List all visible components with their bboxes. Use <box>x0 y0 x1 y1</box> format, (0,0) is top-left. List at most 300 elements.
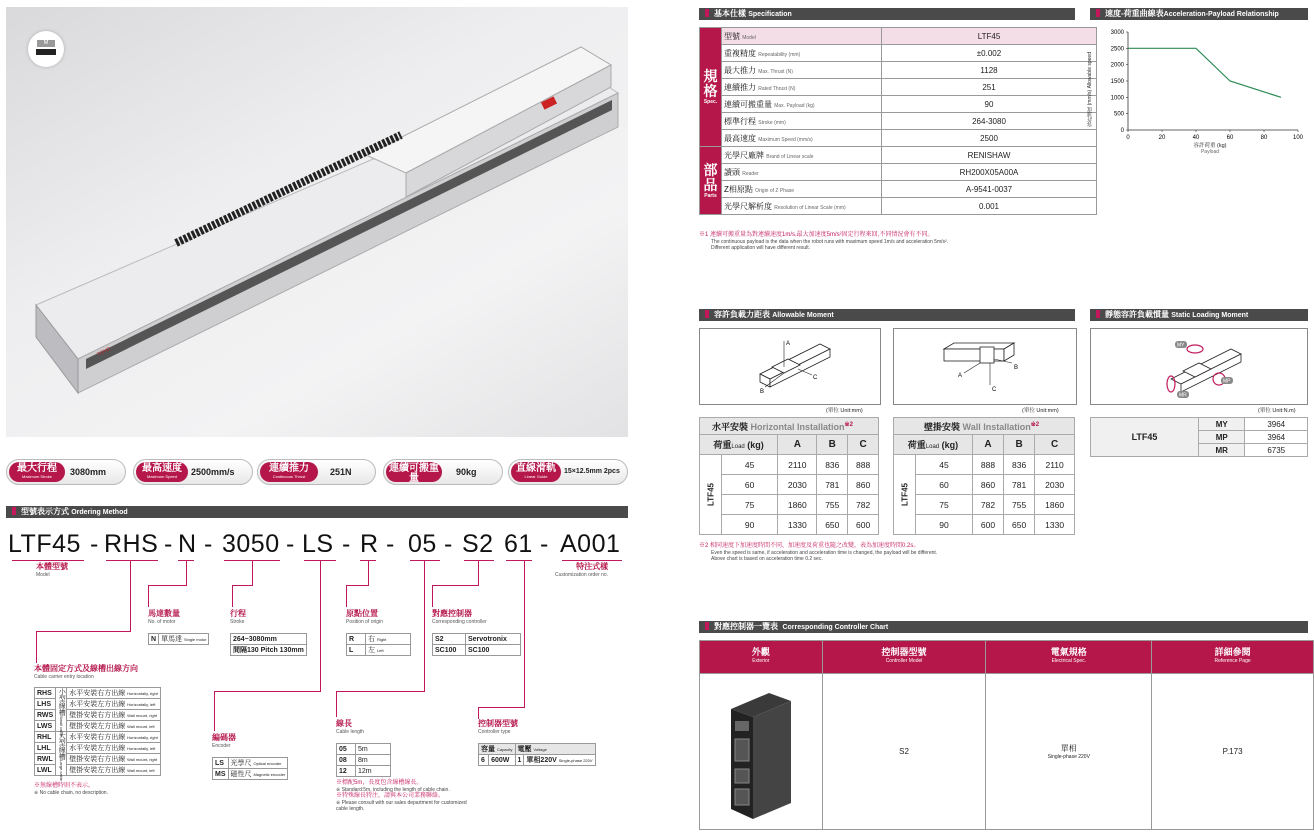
moment-c: 860 <box>848 475 879 495</box>
encoder-label-en: Encoder <box>212 743 231 749</box>
motor-desc-en: Single motor <box>184 637 207 642</box>
static-key: MR <box>1199 444 1245 457</box>
spec-row-label: Z相原點 <box>724 184 753 194</box>
parts-group-en: Parts <box>704 192 717 199</box>
cchart-head: 控制器型號 <box>881 647 927 657</box>
cchart-title-en: Corresponding Controller Chart <box>782 624 889 631</box>
encoder-label: 編碼器 <box>212 733 236 742</box>
encoder-block <box>212 732 288 780</box>
cable-length-block <box>336 718 476 812</box>
load-head-en: Load <box>925 444 940 450</box>
moment-a: 888 <box>972 455 1003 475</box>
pill-value: 3080mm <box>70 467 107 477</box>
dir-desc: 壁掛安裝右方出線 <box>69 756 126 763</box>
series-line-ltf45 <box>1128 48 1281 97</box>
spec-row-label-en: Model <box>742 34 756 41</box>
cable-dir-note-en: ※ No cable chain, no description. <box>34 790 108 796</box>
load-unit: (kg) <box>941 440 959 450</box>
brand-label: TOYO <box>96 346 112 358</box>
curve-title-en: Acceleration-Payload Relationship <box>1163 11 1279 18</box>
w-model: LTF45 <box>894 455 916 535</box>
dir-desc-en: Horizontally, right <box>127 691 158 696</box>
moment-title-en: Allowable Moment <box>772 312 834 319</box>
spec-title-en: Specification <box>748 11 792 18</box>
spec-row-label: 光學尺解析度 <box>724 201 772 211</box>
small-cable-en: Small cable <box>59 716 65 737</box>
cable-len: 12m <box>356 766 391 777</box>
code-encoder: LS <box>302 530 334 558</box>
stroke-label: 行程 <box>230 609 246 618</box>
h-title: 水平安裝 <box>712 421 749 432</box>
capacity-head-en: Capacity <box>496 747 513 752</box>
dir-desc-en: Wall mount, left <box>127 724 155 729</box>
pill-label: 直線滑軌 <box>516 463 556 474</box>
cable-label: 線長 <box>336 719 352 728</box>
cable-dir-label: 本體固定方式及線槽出線方向 <box>34 664 138 673</box>
spec-row-value: A-9541-0037 <box>882 181 1097 198</box>
dir-code: RWL <box>35 754 56 765</box>
moment-b: 781 <box>817 475 848 495</box>
spec-row-value: RH200X05A00A <box>882 164 1097 181</box>
spec-row-label-en: Rated Thrust (N) <box>758 85 796 92</box>
cchart-spec: 單相 <box>1060 744 1077 753</box>
col-a: A <box>972 435 1003 455</box>
controller-code: SC100 <box>433 645 466 656</box>
spec-row-label-en: Reader <box>742 170 759 177</box>
h-mark: ※2 <box>844 421 853 428</box>
code-sep: - <box>286 530 295 558</box>
dir-desc-en: Horizontally, left <box>127 746 156 751</box>
ctrl-type-block <box>478 718 596 766</box>
ordering-title-en: Ordering Method <box>71 509 128 516</box>
pill-label: 連續推力 <box>269 463 309 474</box>
code-custom: A001 <box>560 530 621 558</box>
moment-a: 1330 <box>778 515 817 535</box>
x-tick-label: 40 <box>1192 135 1200 141</box>
y-tick-label: 2000 <box>1110 62 1124 69</box>
load-value: 75 <box>722 495 778 515</box>
moment-unit-h: (單位 Unit:mm) <box>826 408 863 414</box>
capacity-value: 600W <box>489 755 515 766</box>
spec-row-label-en: Maximum Speed (mm/s) <box>758 136 813 143</box>
y-tick-label: 1500 <box>1110 79 1124 85</box>
curve-ylabel-en: Allowable speed <box>1087 52 1093 89</box>
cable-note-2-en: ※ Please consult with our sales department for customized cable length. <box>336 800 467 812</box>
x-tick-label: 100 <box>1292 135 1304 141</box>
code-ctrl-type: 61 <box>504 530 533 558</box>
col-c: C <box>848 435 879 455</box>
custom-label-en: Customization order no. <box>555 572 609 578</box>
dir-desc-en: Wall mount, left <box>127 768 155 773</box>
moment-a: 600 <box>972 515 1003 535</box>
encoder-desc: 光學尺 <box>230 760 252 767</box>
load-value: 45 <box>722 455 778 475</box>
motor-block <box>148 608 209 645</box>
controller-label-en: Corresponding controller <box>432 619 487 625</box>
code-sep: - <box>540 530 549 558</box>
voltage-value-en: Single-phase 220V <box>558 758 593 763</box>
spec-row-value: RENISHAW <box>882 147 1097 164</box>
dir-code: LWS <box>35 721 56 732</box>
moment-b: 755 <box>1004 495 1035 515</box>
encoder-desc: 磁性尺 <box>230 771 252 778</box>
cchart-model: S2 <box>822 674 986 830</box>
dir-desc: 水平安裝左方出線 <box>69 745 126 752</box>
encoder-code: MS <box>213 769 229 780</box>
moment-c: 2110 <box>1035 455 1075 475</box>
spec-row-label: 型號 <box>724 31 740 41</box>
origin-desc: 左 <box>368 647 375 654</box>
static-header <box>1090 309 1308 321</box>
moment-b: 836 <box>1004 455 1035 475</box>
cchart-head: 電氣規格 <box>1050 647 1087 657</box>
cchart-head-en: Controller Model <box>885 658 923 664</box>
pill-value: 15×12.5mm 2pcs <box>564 468 620 475</box>
diag-mp: MP <box>1223 378 1231 385</box>
dir-desc-en: Horizontally, right <box>127 735 158 740</box>
product-photo <box>6 7 628 437</box>
col-b: B <box>1004 435 1035 455</box>
cable-note-2: ※特殊線長特注，請與本公司業務聯絡。 <box>336 793 445 799</box>
voltage-head: 電壓 <box>517 746 532 753</box>
dir-desc-en: Wall mount, right <box>127 757 158 762</box>
model-label-en: Model <box>36 572 50 578</box>
wall-table <box>893 417 1075 535</box>
stroke-label-en: Stroke <box>230 619 245 625</box>
moment-c: 1860 <box>1035 495 1075 515</box>
pill-label-en: Continuous Payload <box>396 484 432 489</box>
origin-desc: 右 <box>368 636 375 643</box>
cable-dir-table <box>34 687 161 781</box>
wall-diagram <box>893 328 1077 405</box>
code-sep: - <box>342 530 351 558</box>
origin-label: 原點位置 <box>346 609 378 618</box>
pill-payload <box>383 459 503 489</box>
code-sep: - <box>386 530 395 558</box>
spec-row-label-en: Stroke (mm) <box>758 119 786 126</box>
spec-row-label: 連續推力 <box>724 82 756 92</box>
spec-row-label-en: Max. Thrust (N) <box>758 68 793 75</box>
spec-note-en-2: Different application will have different result. <box>711 245 811 251</box>
spec-row-value: 1128 <box>882 62 1097 79</box>
small-cable: 小型線槽 <box>58 688 66 716</box>
load-head-en: Load <box>731 444 745 450</box>
cable-code: 12 <box>337 766 356 777</box>
curve-title-cn: 速度-荷重曲線表 <box>1105 9 1164 18</box>
moment-b: 755 <box>817 495 848 515</box>
cchart-head: 詳細參閱 <box>1214 647 1251 657</box>
y-tick-label: 500 <box>1113 111 1124 118</box>
static-key: MP <box>1199 431 1245 444</box>
large-cable: 大型線槽 <box>58 732 66 760</box>
label-c: C <box>813 375 818 381</box>
pill-label-en: Continuous Thrust <box>272 474 306 479</box>
cchart-head-en: Electrical Spec. <box>1051 658 1087 664</box>
code-origin: R <box>360 530 379 558</box>
moment-c: 600 <box>848 515 879 535</box>
moment-a: 2030 <box>778 475 817 495</box>
moment-note: ※2 相同速度下加速度時間不同，加速度及荷重也隨之改變，表為加速度時間0.2s。 <box>699 543 920 549</box>
large-cable-en: Large cable <box>59 760 65 781</box>
spec-row-label-en: Max. Payload (kg) <box>774 102 815 109</box>
load-value: 75 <box>916 495 973 515</box>
motor-desc: 單馬達 <box>161 636 183 643</box>
pill-label: 最大行程 <box>17 463 57 474</box>
dir-desc: 壁掛安裝右方出線 <box>69 712 126 719</box>
stroke-range: 264~3080mm <box>231 634 307 645</box>
static-key: MY <box>1199 418 1245 431</box>
dir-desc: 水平安裝右方出線 <box>69 734 126 741</box>
code-cable-dir: RHS <box>104 530 159 558</box>
label-a: A <box>958 373 963 379</box>
cchart-spec-en: Single-phase 220V <box>1047 754 1090 760</box>
pill-value: 251N <box>330 467 352 477</box>
dir-code: LWL <box>35 765 56 776</box>
cchart-page: P.173 <box>1152 674 1314 830</box>
spec-row-value: 251 <box>882 79 1097 96</box>
controller-name: Servotronix <box>466 634 521 645</box>
curve-xlabel-en: Payload <box>1200 149 1220 155</box>
moment-a: 1860 <box>778 495 817 515</box>
controller-code: S2 <box>433 634 466 645</box>
load-value: 90 <box>722 515 778 535</box>
spec-row-label-en: Origin of Z Phase <box>755 187 795 194</box>
static-table <box>1090 417 1308 457</box>
label-c: C <box>992 387 997 393</box>
cchart-head-en: Exterior <box>752 658 770 664</box>
pill-label: 最高速度 <box>142 463 182 474</box>
controller-name: SC100 <box>466 645 521 656</box>
ctrl-type-label-en: Controller type <box>478 729 511 735</box>
dir-code: RWS <box>35 710 56 721</box>
spec-row-label: 重複精度 <box>724 48 756 58</box>
w-mark: ※2 <box>1030 421 1040 428</box>
code-model: LTF45 <box>8 530 81 558</box>
moment-b: 650 <box>1004 515 1035 535</box>
pill-thrust <box>257 459 376 485</box>
label-b: B <box>760 389 765 395</box>
controller-chart-header <box>699 621 1308 633</box>
encoder-desc-en: Magnetic encoder <box>253 772 286 777</box>
y-tick-label: 0 <box>1120 128 1124 134</box>
dir-desc: 壁掛安裝左方出線 <box>69 767 126 774</box>
capacity-code: 6 <box>479 755 489 766</box>
load-head: 荷重 <box>713 440 732 450</box>
moment-c: 2030 <box>1035 475 1075 495</box>
pill-max-stroke <box>6 459 126 485</box>
voltage-code: 1 <box>515 755 524 766</box>
diag-mr: MR <box>1179 392 1187 399</box>
cable-note-1-en: ※ Standard:5m, including the length of cable chain. <box>336 787 450 793</box>
static-unit: (單位 Unit:N.m) <box>1258 408 1296 414</box>
static-value: 3964 <box>1245 418 1308 431</box>
spec-row-label: 光學尺廠牌 <box>724 150 764 160</box>
curve-ylabel: 容許速度 (mm/s) <box>1087 89 1093 127</box>
col-a: A <box>778 435 817 455</box>
ordering-header <box>6 506 628 518</box>
spec-row-label-en: Brand of Linear scale <box>766 153 814 160</box>
motor-code: N <box>149 634 159 645</box>
cchart-title-cn: 對應控制器一覽表 <box>714 622 778 631</box>
cable-dir-block <box>34 663 138 680</box>
label-b: B <box>1014 365 1019 371</box>
y-tick-label: 2500 <box>1110 46 1124 53</box>
h-model: LTF45 <box>700 455 722 535</box>
load-value: 60 <box>722 475 778 495</box>
pill-value: 2500mm/s <box>191 467 235 477</box>
controller-chart-table <box>699 640 1314 830</box>
curve-header <box>1090 8 1308 20</box>
x-tick-label: 60 <box>1226 135 1234 141</box>
moment-header <box>699 309 1075 321</box>
spec-row-label: 最高速度 <box>724 133 756 143</box>
code-stroke: 3050 <box>222 530 280 558</box>
code-motor: N <box>178 530 197 558</box>
pill-guide <box>508 459 628 485</box>
spec-row-value: ±0.002 <box>882 45 1097 62</box>
spec-row-label: 最大推力 <box>724 65 756 75</box>
code-controller: S2 <box>462 530 494 558</box>
static-value: 3964 <box>1245 431 1308 444</box>
moment-c: 782 <box>848 495 879 515</box>
dir-desc: 壁掛安裝左方出線 <box>69 723 126 730</box>
moment-a: 2110 <box>778 455 817 475</box>
controller-image <box>700 674 823 830</box>
origin-label-en: Position of origin <box>346 619 383 625</box>
cable-len: 8m <box>356 755 391 766</box>
load-value: 60 <box>916 475 973 495</box>
spec-note: ※1 連續可搬重量為對連續速度1m/s,最大加速度5m/s²固定行程來回,不同情況會有不同。 <box>699 232 934 238</box>
diag-my: MY <box>1177 342 1185 349</box>
spec-row-value: 264-3080 <box>882 113 1097 130</box>
code-sep: - <box>444 530 453 558</box>
pill-label-en: Maximum Stroke <box>21 474 52 479</box>
static-title-en: Static Loading Moment <box>1171 312 1249 319</box>
w-title: 壁掛安裝 <box>924 421 961 432</box>
moment-a: 782 <box>972 495 1003 515</box>
label-a: A <box>786 341 791 347</box>
pill-value: 90kg <box>456 467 477 477</box>
spec-row-value: 90 <box>882 96 1097 113</box>
model-label: 本體型號 <box>36 562 68 571</box>
moment-c: 888 <box>848 455 879 475</box>
code-cable: 05 <box>408 530 437 558</box>
origin-code: L <box>347 645 366 656</box>
motor-label-en: No. of motor <box>148 619 176 625</box>
static-diagram <box>1090 328 1308 405</box>
spec-group-cn: 規格 <box>703 68 718 99</box>
moment-c: 1330 <box>1035 515 1075 535</box>
pill-label-en: Maximum Speed <box>146 474 177 479</box>
cable-code: 08 <box>337 755 356 766</box>
moment-title-cn: 容許負載力距表 <box>714 310 770 319</box>
spec-row-label: 讀頭 <box>724 167 740 177</box>
load-unit: (kg) <box>747 440 764 450</box>
pill-max-speed <box>133 459 253 485</box>
dir-code: LHS <box>35 699 56 710</box>
spec-row-label-en: Repeatability (mm) <box>758 51 801 58</box>
code-sep: - <box>204 530 213 558</box>
spec-row-label-en: Resolution of Linear Scale (mm) <box>774 204 846 211</box>
dir-code: LHL <box>35 743 56 754</box>
moment-a: 860 <box>972 475 1003 495</box>
cable-code: 05 <box>337 744 356 755</box>
col-b: B <box>817 435 848 455</box>
voltage-head-en: Voltage <box>533 747 547 752</box>
cchart-head: 外觀 <box>751 647 770 657</box>
dir-desc: 水平安裝右方出線 <box>69 690 126 697</box>
cable-dir-label-en: Cable carrier entry location <box>34 674 94 680</box>
ctrl-type-label: 控制器型號 <box>478 719 518 728</box>
horizontal-table <box>699 417 879 535</box>
cchart-head-en: Reference Page <box>1214 658 1251 664</box>
cable-len: 5m <box>356 744 391 755</box>
moment-note-en-1: Even the speed is same, if acceleration and acceleration time is changed, the payload will be different. <box>711 550 938 556</box>
load-head: 荷重 <box>907 440 926 450</box>
origin-desc-en: Left <box>376 648 384 653</box>
chart-axes <box>1128 32 1298 130</box>
static-value: 6735 <box>1245 444 1308 457</box>
origin-code: R <box>347 634 366 645</box>
parts-group-cn: 部品 <box>703 161 718 193</box>
badge-label: M <box>37 40 55 47</box>
encoder-desc-en: Optical encoder <box>253 761 282 766</box>
spec-row-label: 連續可搬重量 <box>724 99 772 109</box>
dir-code: RHL <box>35 732 56 743</box>
cable-label-en: Cable length <box>336 729 365 735</box>
moment-note-en-2: Above chart is based on acceleration time 0.2 sec. <box>711 556 823 562</box>
spec-title-cn: 基本仕樣 <box>714 9 746 18</box>
cable-note-1: ※標配5m，長度包含線槽線長。 <box>336 780 423 786</box>
moment-b: 781 <box>1004 475 1035 495</box>
spec-row-value: LTF45 <box>882 28 1097 45</box>
voltage-value: 單相220V <box>526 757 557 764</box>
x-tick-label: 0 <box>1126 135 1130 141</box>
y-tick-label: 3000 <box>1110 30 1124 36</box>
cable-dir-note: ※無線槽時則不表示。 <box>34 783 95 789</box>
moment-b: 836 <box>817 455 848 475</box>
code-sep: - <box>164 530 173 558</box>
spec-row-value: 2500 <box>882 130 1097 147</box>
static-model: LTF45 <box>1091 418 1199 457</box>
dir-desc-en: Wall mount, right <box>127 713 158 718</box>
spec-header <box>699 8 1075 20</box>
moment-unit-w: (單位 Unit:mm) <box>1022 408 1059 414</box>
x-tick-label: 80 <box>1260 135 1268 141</box>
stroke-block <box>230 608 307 656</box>
origin-block <box>346 608 411 656</box>
stroke-pitch: 間隔130 Pitch 130mm <box>231 645 307 656</box>
dir-desc-en: Horizontally, left <box>127 702 156 707</box>
origin-desc-en: Right <box>376 637 387 642</box>
y-tick-label: 1000 <box>1110 95 1124 102</box>
dir-code: RHS <box>35 688 56 699</box>
w-title-en: Wall Installation <box>962 421 1031 432</box>
capacity-head: 容量 <box>481 746 495 753</box>
horizontal-diagram <box>699 328 881 405</box>
pill-label-en: Linear Guide <box>524 474 548 479</box>
x-tick-label: 20 <box>1158 135 1166 141</box>
dir-desc: 水平安裝左方出線 <box>69 701 126 708</box>
static-title-cn: 靜態容許負載慣量 <box>1105 310 1169 319</box>
spec-row-label: 標準行程 <box>724 116 756 126</box>
controller-label: 對應控制器 <box>432 609 472 618</box>
controller-block <box>432 608 521 656</box>
code-sep: - <box>90 530 99 558</box>
load-value: 45 <box>916 455 973 475</box>
load-value: 90 <box>916 515 973 535</box>
curve-xlabel: 容許荷重 (kg) <box>1193 143 1227 149</box>
